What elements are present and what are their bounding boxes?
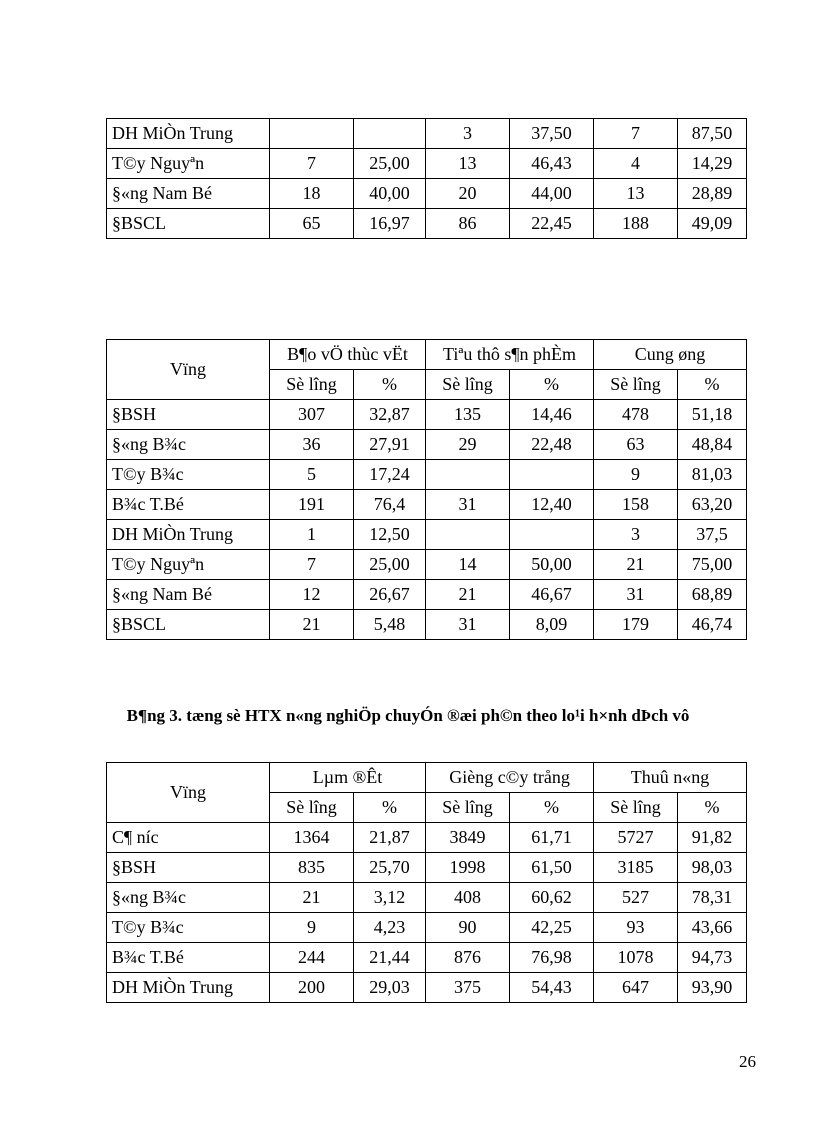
region-cell: §«ng B¾c: [107, 430, 270, 460]
subheader-percent: %: [678, 370, 747, 400]
region-cell: T©y B¾c: [107, 913, 270, 943]
region-cell: B¾c T.Bé: [107, 490, 270, 520]
value-cell: 835: [270, 853, 354, 883]
value-cell: 3: [594, 520, 678, 550]
table-row: [107, 823, 747, 853]
value-cell: 27,91: [354, 430, 426, 460]
value-cell: 375: [426, 973, 510, 1003]
table-row: [107, 913, 747, 943]
group-header-plant-protection: B¶o vÖ thùc vËt: [270, 340, 426, 370]
value-cell: 54,43: [510, 973, 594, 1003]
subheader-percent: %: [510, 370, 594, 400]
table-row: [107, 973, 747, 1003]
group-header-product-consumption: Tiªu thô s¶n phÈm: [426, 340, 594, 370]
value-cell: 51,18: [678, 400, 747, 430]
value-cell: 60,62: [510, 883, 594, 913]
group-header-land-preparation: Lµm ®Êt: [270, 763, 426, 793]
value-cell: 63,20: [678, 490, 747, 520]
value-cell: 31: [426, 490, 510, 520]
value-cell: 75,00: [678, 550, 747, 580]
subheader-percent: %: [354, 793, 426, 823]
table-row: [107, 883, 747, 913]
value-cell: 13: [426, 149, 510, 179]
region-cell: T©y Nguyªn: [107, 550, 270, 580]
value-cell: 25,00: [354, 550, 426, 580]
value-cell: 48,84: [678, 430, 747, 460]
value-cell: 3185: [594, 853, 678, 883]
table-row: [107, 520, 747, 550]
region-cell: §«ng Nam Bé: [107, 179, 270, 209]
region-cell: DH MiÒn Trung: [107, 520, 270, 550]
table-row: [107, 179, 747, 209]
value-cell: 37,5: [678, 520, 747, 550]
value-cell: [426, 460, 510, 490]
value-cell: 87,50: [678, 119, 747, 149]
value-cell: 9: [270, 913, 354, 943]
value-cell: 13: [594, 179, 678, 209]
value-cell: 12,40: [510, 490, 594, 520]
value-cell: 307: [270, 400, 354, 430]
region-cell: DH MiÒn Trung: [107, 973, 270, 1003]
value-cell: 21: [594, 550, 678, 580]
value-cell: 43,66: [678, 913, 747, 943]
value-cell: 98,03: [678, 853, 747, 883]
table-row: [107, 460, 747, 490]
value-cell: 5,48: [354, 610, 426, 640]
value-cell: 44,00: [510, 179, 594, 209]
value-cell: 78,31: [678, 883, 747, 913]
table-2: [106, 339, 747, 640]
table-row: [107, 580, 747, 610]
table-row: [107, 610, 747, 640]
value-cell: 65: [270, 209, 354, 239]
value-cell: 46,67: [510, 580, 594, 610]
value-cell: 21: [270, 610, 354, 640]
value-cell: 37,50: [510, 119, 594, 149]
value-cell: 135: [426, 400, 510, 430]
value-cell: 876: [426, 943, 510, 973]
value-cell: 86: [426, 209, 510, 239]
value-cell: 28,89: [678, 179, 747, 209]
region-header: Vïng: [107, 763, 270, 823]
table-2-body: [107, 400, 747, 640]
subheader-quantity: Sè lîng: [270, 793, 354, 823]
value-cell: 527: [594, 883, 678, 913]
value-cell: 5727: [594, 823, 678, 853]
subheader-quantity: Sè lîng: [594, 370, 678, 400]
value-cell: 188: [594, 209, 678, 239]
table-3-caption: B¶ng 3. tæng sè HTX n«ng nghiÖp chuyÓn ®æi ph©n theo lo¹i h×nh dÞch vô: [126, 706, 690, 725]
value-cell: 3849: [426, 823, 510, 853]
value-cell: 8,09: [510, 610, 594, 640]
value-cell: 7: [594, 119, 678, 149]
value-cell: 21: [270, 883, 354, 913]
value-cell: 12: [270, 580, 354, 610]
value-cell: 478: [594, 400, 678, 430]
value-cell: 4: [594, 149, 678, 179]
value-cell: 31: [594, 580, 678, 610]
subheader-percent: %: [678, 793, 747, 823]
region-header: Vïng: [107, 340, 270, 400]
value-cell: 1: [270, 520, 354, 550]
value-cell: 31: [426, 610, 510, 640]
value-cell: 29: [426, 430, 510, 460]
value-cell: 61,50: [510, 853, 594, 883]
value-cell: [270, 119, 354, 149]
value-cell: 12,50: [354, 520, 426, 550]
table-1-body: [107, 119, 747, 239]
value-cell: 21: [426, 580, 510, 610]
table-1-continuation: [106, 118, 747, 239]
subheader-quantity: Sè lîng: [426, 370, 510, 400]
value-cell: 91,82: [678, 823, 747, 853]
table-2-header: [107, 340, 747, 400]
value-cell: 90: [426, 913, 510, 943]
value-cell: 25,70: [354, 853, 426, 883]
region-cell: DH MiÒn Trung: [107, 119, 270, 149]
value-cell: 29,03: [354, 973, 426, 1003]
value-cell: 61,71: [510, 823, 594, 853]
value-cell: 22,45: [510, 209, 594, 239]
group-header-irrigation: Thuû n«ng: [594, 763, 747, 793]
region-cell: §«ng Nam Bé: [107, 580, 270, 610]
region-cell: T©y Nguyªn: [107, 149, 270, 179]
value-cell: 26,67: [354, 580, 426, 610]
value-cell: 40,00: [354, 179, 426, 209]
value-cell: 49,09: [678, 209, 747, 239]
value-cell: 7: [270, 550, 354, 580]
value-cell: 36: [270, 430, 354, 460]
region-cell: §BSH: [107, 400, 270, 430]
table-3: [106, 762, 747, 1003]
value-cell: 244: [270, 943, 354, 973]
value-cell: 21,87: [354, 823, 426, 853]
page-number: 26: [739, 1052, 756, 1071]
value-cell: 81,03: [678, 460, 747, 490]
table-row: [107, 853, 747, 883]
value-cell: 50,00: [510, 550, 594, 580]
table-row: [107, 400, 747, 430]
value-cell: 158: [594, 490, 678, 520]
value-cell: 7: [270, 149, 354, 179]
value-cell: [510, 520, 594, 550]
value-cell: 9: [594, 460, 678, 490]
value-cell: 93: [594, 913, 678, 943]
region-cell: B¾c T.Bé: [107, 943, 270, 973]
region-cell: §BSH: [107, 853, 270, 883]
value-cell: 1078: [594, 943, 678, 973]
value-cell: 63: [594, 430, 678, 460]
value-cell: 1998: [426, 853, 510, 883]
value-cell: 16,97: [354, 209, 426, 239]
region-cell: §BSCL: [107, 209, 270, 239]
value-cell: 76,4: [354, 490, 426, 520]
value-cell: 94,73: [678, 943, 747, 973]
table-row: [107, 943, 747, 973]
table-row: [107, 430, 747, 460]
value-cell: 14,29: [678, 149, 747, 179]
value-cell: 46,43: [510, 149, 594, 179]
value-cell: 18: [270, 179, 354, 209]
table-row: [107, 119, 747, 149]
value-cell: 191: [270, 490, 354, 520]
value-cell: 3,12: [354, 883, 426, 913]
value-cell: 647: [594, 973, 678, 1003]
value-cell: 200: [270, 973, 354, 1003]
value-cell: 5: [270, 460, 354, 490]
group-header-supply: Cung øng: [594, 340, 747, 370]
table-row: [107, 550, 747, 580]
value-cell: 32,87: [354, 400, 426, 430]
value-cell: 14,46: [510, 400, 594, 430]
subheader-percent: %: [354, 370, 426, 400]
value-cell: 68,89: [678, 580, 747, 610]
value-cell: 42,25: [510, 913, 594, 943]
table-3-body: [107, 823, 747, 1003]
value-cell: 46,74: [678, 610, 747, 640]
value-cell: [510, 460, 594, 490]
value-cell: 179: [594, 610, 678, 640]
value-cell: 14: [426, 550, 510, 580]
value-cell: 3: [426, 119, 510, 149]
value-cell: 25,00: [354, 149, 426, 179]
value-cell: 408: [426, 883, 510, 913]
region-cell: T©y B¾c: [107, 460, 270, 490]
subheader-percent: %: [510, 793, 594, 823]
value-cell: [426, 520, 510, 550]
group-header-seed-crops: Gièng c©y trång: [426, 763, 594, 793]
subheader-quantity: Sè lîng: [594, 793, 678, 823]
subheader-quantity: Sè lîng: [426, 793, 510, 823]
value-cell: 4,23: [354, 913, 426, 943]
value-cell: 21,44: [354, 943, 426, 973]
value-cell: 17,24: [354, 460, 426, 490]
value-cell: [354, 119, 426, 149]
table-3-header: [107, 763, 747, 823]
table-row: [107, 149, 747, 179]
value-cell: 22,48: [510, 430, 594, 460]
subheader-quantity: Sè lîng: [270, 370, 354, 400]
table-row: [107, 209, 747, 239]
value-cell: 76,98: [510, 943, 594, 973]
value-cell: 1364: [270, 823, 354, 853]
value-cell: 20: [426, 179, 510, 209]
region-cell: C¶ níc: [107, 823, 270, 853]
region-cell: §«ng B¾c: [107, 883, 270, 913]
table-row: [107, 490, 747, 520]
value-cell: 93,90: [678, 973, 747, 1003]
region-cell: §BSCL: [107, 610, 270, 640]
